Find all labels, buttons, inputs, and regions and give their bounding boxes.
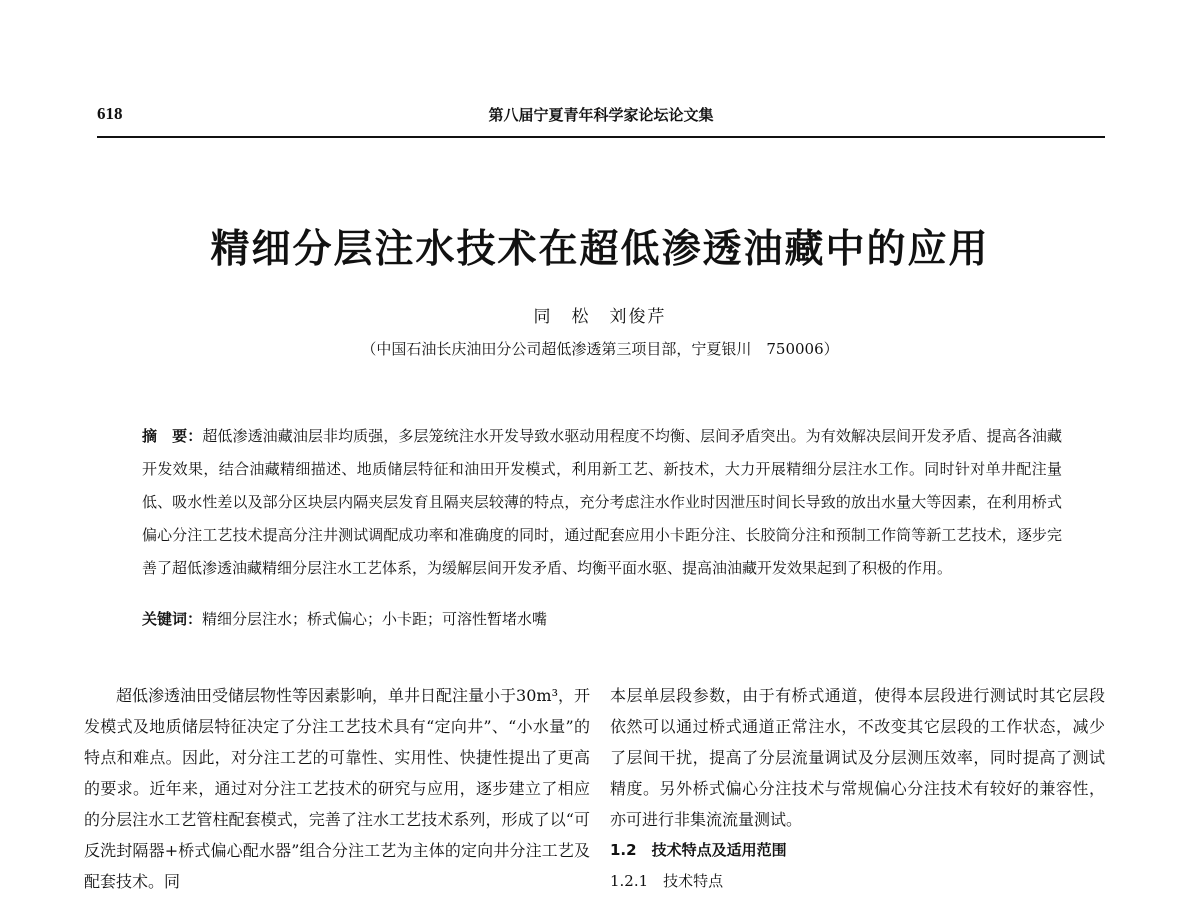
body-column-right	[610, 680, 1105, 897]
page-number: 618	[97, 104, 123, 123]
abstract-text: 超低渗透油藏油层非均质强，多层笼统注水开发导致水驱动用程度不均衡、层间矛盾突出。为有效解决层间开发矛盾、提高各油藏开发效果，结合油藏精细描述、地质储层特征和油田开发模式，利用新工艺、新技术，大力开展精细分层注水工作。同时针对单井配注量低、吸水性差以及部分区块层内隔夹层发育且隔夹层较薄的特点，充分考虑注水作业时因泄压时间长导致的放出水量大等因素，在利用桥式偏心分注工艺技术提高分注井测试调配成功率和准确度的同时，通过配套应用小卡距分注、长胶筒分注和预制工作筒等新工艺技术，逐步完善了超低渗透油藏精细分层注水工艺体系，为缓解层间开发矛盾、均衡平面水驱、提高油油藏开发效果起到了积极的作用。	[142, 427, 1062, 577]
body-paragraph-right: 本层单层段参数，由于有桥式通道，使得本层段进行测试时其它层段依然可以通过桥式通道正常注水，不改变其它层段的工作状态，减少了层间干扰，提高了分层流量调试及分层测压效率，同时提高了测试精度。另外桥式偏心分注技术与常规偏心分注技术有较好的兼容性，亦可进行非集流流量测试。	[610, 686, 1105, 829]
journal-title: 第八届宁夏青年科学家论坛论文集	[488, 106, 714, 124]
running-header	[97, 104, 1105, 126]
keywords-text: 精细分层注水；桥式偏心；小卡距；可溶性暂堵水嘴	[202, 610, 548, 628]
abstract	[142, 420, 1062, 585]
header-rule	[97, 136, 1105, 138]
section-heading: 1.2 技术特点及适用范围	[610, 841, 787, 859]
subsection-heading: 1.2.1 技术特点	[610, 872, 724, 890]
keywords	[142, 604, 1062, 634]
paper-title: 精细分层注水技术在超低渗透油藏中的应用	[210, 226, 990, 272]
body-column-left	[84, 680, 590, 897]
keywords-label: 关键词：	[142, 610, 203, 628]
body-paragraph-left: 超低渗透油田受储层物性等因素影响，单井日配注量小于30m³，开发模式及地质储层特征决定了分注工艺技术具有“定向井”、“小水量”的特点和难点。因此，对分注工艺的可靠性、实用性、快捷性提出了更高的要求。近年来，通过对分注工艺技术的研究与应用，逐步建立了相应的分层注水工艺管柱配套模式，完善了注水工艺技术系列，形成了以“可反洗封隔器+桥式偏心配水器”组合分注工艺为主体的定向井分注工艺及配套技术。同	[84, 686, 590, 891]
authors: 同 松 刘俊芹	[533, 307, 667, 327]
abstract-label: 摘 要：	[142, 427, 203, 445]
affiliation: （中国石油长庆油田分公司超低渗透第三项目部，宁夏银川 750006）	[361, 340, 839, 358]
